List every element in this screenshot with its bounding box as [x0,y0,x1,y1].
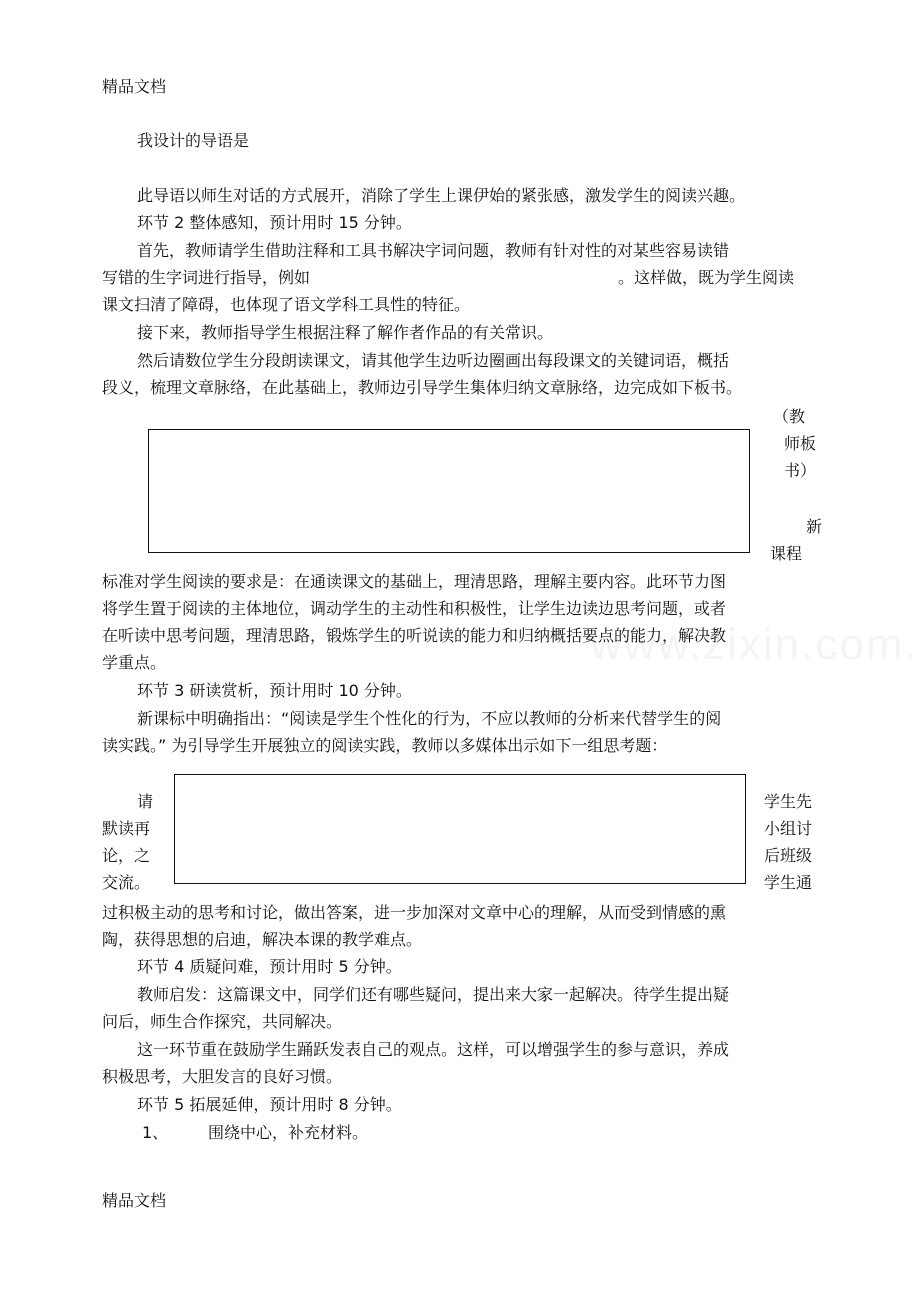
section-heading: 环节 5 拓展延伸，预计用时 8 分钟。 [137,1095,402,1114]
paragraph-line: 然后请数位学生分段朗读课文，请其他学生边听边圈画出每段课文的关键词语，概括 [137,351,730,370]
paragraph-line: 接下来，教师指导学生根据注释了解作者作品的有关常识。 [137,323,554,342]
paragraph-line: 将学生置于阅读的主体地位，调动学生的主动性和积极性，让学生边读边思考问题，或者 [102,599,727,618]
section-heading: 环节 2 整体感知，预计用时 15 分钟。 [137,213,412,232]
paragraph-line: 学重点。 [102,653,167,672]
paragraph-line: 标准对学生阅读的要求是：在通读课文的基础上，理清思路，理解主要内容。此环节力图 [102,572,727,591]
side-text: 学生通 [764,873,813,892]
paragraph-line: 积极思考，大胆发言的良好习惯。 [102,1067,343,1086]
side-text: 默读再 [102,819,151,838]
side-text: 学生先 [764,792,813,811]
side-text: 师板 [784,434,817,453]
paragraph-line: 问后，师生合作探究，共同解决。 [102,1012,343,1031]
paragraph-line: 。这样做，既为学生阅读 [618,268,795,287]
section-heading: 环节 4 质疑问难，预计用时 5 分钟。 [137,957,402,976]
questions-box [174,774,746,884]
side-text: 交流。 [102,873,151,892]
side-text: 论，之 [102,846,151,865]
list-item: 围绕中心，补充材料。 [208,1123,369,1142]
paragraph-line: 段义，梳理文章脉络，在此基础上，教师边引导学生集体归纳文章脉络，边完成如下板书。 [102,378,743,397]
paragraph-line: 首先，教师请学生借助注释和工具书解决字词问题，教师有针对性的对某些容易读错 [137,241,730,260]
side-text: （教 [773,407,806,426]
paragraph-line: 教师启发：这篇课文中，同学们还有哪些疑问，提出来大家一起解决。待学生提出疑 [137,985,730,1004]
paragraph-line: 我设计的导语是 [137,131,250,150]
blackboard-box [148,429,750,553]
side-text: 后班级 [764,846,813,865]
paragraph-line: 这一环节重在鼓励学生踊跃发表自己的观点。这样，可以增强学生的参与意识，养成 [137,1040,730,1059]
side-text: 新 [806,517,823,536]
side-text: 请 [137,792,154,811]
paragraph-line: 此导语以师生对话的方式展开，消除了学生上课伊始的紧张感，激发学生的阅读兴趣。 [137,186,746,205]
paragraph-line: 读实践。” 为引导学生开展独立的阅读实践，教师以多媒体出示如下一组思考题： [102,736,668,755]
paragraph-line: 新课标中明确指出：“阅读是学生个性化的行为，不应以教师的分析来代替学生的阅 [137,709,722,728]
paragraph-line: 课文扫清了障碍，也体现了语文学科工具性的特征。 [102,295,471,314]
side-text: 课程 [770,544,803,563]
side-text: 小组讨 [764,819,813,838]
side-text: 书） [784,461,817,480]
page-header: 精品文档 [102,77,167,96]
section-heading: 环节 3 研读赏析，预计用时 10 分钟。 [137,681,412,700]
list-number: 1、 [142,1123,169,1142]
paragraph-line: 陶，获得思想的启迪，解决本课的教学难点。 [102,930,423,949]
paragraph-line: 在听读中思考问题，理清思路，锻炼学生的听说读的能力和归纳概括要点的能力，解决教 [102,626,727,645]
page-footer: 精品文档 [102,1191,167,1210]
paragraph-line: 写错的生字词进行指导，例如 [102,268,311,287]
paragraph-line: 过积极主动的思考和讨论，做出答案，进一步加深对文章中心的理解，从而受到情感的熏 [102,903,727,922]
